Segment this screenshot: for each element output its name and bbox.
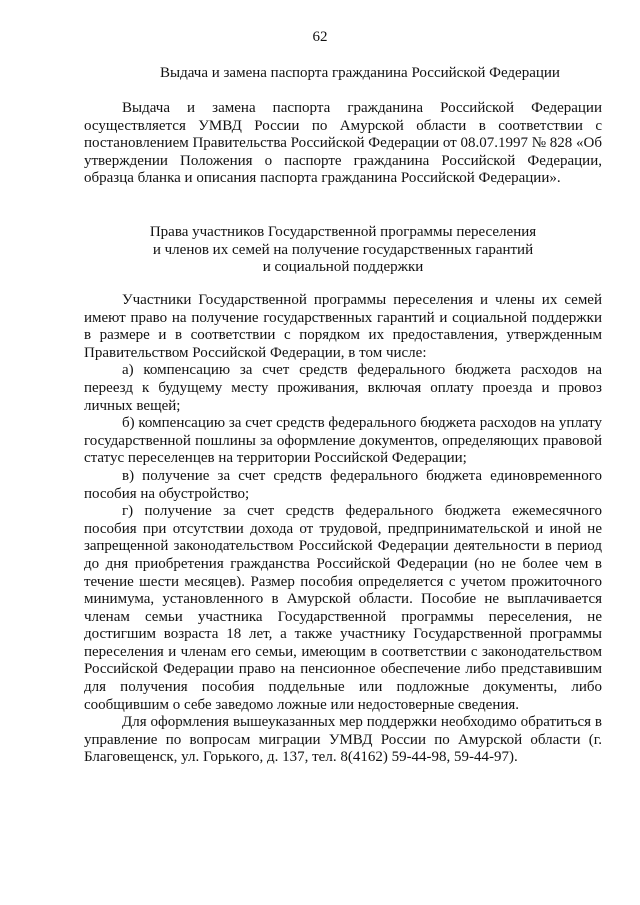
- paragraph-contact: Для оформления вышеуказанных мер поддержки необходимо обратиться в управление по вопросам миграции УМВД России по Амурской области (г. Благовещенск, ул. Горького, д. 137, тел. 8(4162) 59-44-98, 59-44-97).: [84, 714, 602, 766]
- list-item-g: г) получение за счет средств федерального бюджета ежемесячного пособия при отсутствии дохода от трудовой, предпринимательской и иной не запрещенной законодательством Российской Федерации деятельности в период до дня приобретения гражданства Российской Федерации (но не более чем в течение шести месяцев). Размер пособия определяется с учетом прожиточного минимума, установленного в Амурской области. Пособие не выплачивается членам семьи участника Государственной программы переселения, не достигшим возраста 18 лет, а также участнику Государственной программы переселения и членам его семьи, имеющим в соответствии с законодательством Российской Федерации право на пенсионное обеспечение либо представившим для получения пособия поддельные или подложные документы, либо сообщившим о себе заведомо ложные или недостоверные сведения.: [84, 503, 602, 713]
- list-item-a: а) компенсацию за счет средств федерального бюджета расходов на переезд к будущему месту проживания, включая оплату проезда и провоз личных вещей;: [84, 362, 602, 414]
- section-title-rights: [84, 224, 602, 277]
- list-item-b: б) компенсацию за счет средств федерального бюджета расходов на уплату государственной пошлины за оформление документов, определяющих правовой статус переселенцев на территории Российской Федерации;: [84, 415, 602, 467]
- paragraph: Участники Государственной программы переселения и члены их семей имеют право на получение государственных гарантий и социальной поддержки в размере и в соответствии с порядком их предоставления, утвержденным Правительством Российской Федерации, в том числе:: [84, 292, 602, 361]
- section-body-rights: [84, 292, 602, 767]
- paragraph: Выдача и замена паспорта гражданина Российской Федерации осуществляется УМВД России по Амурской области в соответствии с постановлением Правительства Российской Федерации от 08.07.1997 № 828 «Об утверждении Положения о паспорте гражданина Российской Федерации, образца бланка и описания паспорта гражданина Российской Федерации».: [84, 100, 603, 187]
- page-number: 62: [312, 29, 328, 45]
- section-title-line: Права участников Государственной программы переселения: [149, 224, 537, 240]
- section-body-passport: [84, 100, 602, 188]
- section-title-passport: Выдача и замена паспорта гражданина Российской Федерации: [160, 65, 560, 81]
- section-title-line: и социальной поддержки: [262, 259, 424, 276]
- section-title-line: и членов их семей на получение государственных гарантий: [152, 241, 534, 258]
- list-item-v: в) получение за счет средств федерального бюджета единовременного пособия на обустройство;: [84, 467, 602, 502]
